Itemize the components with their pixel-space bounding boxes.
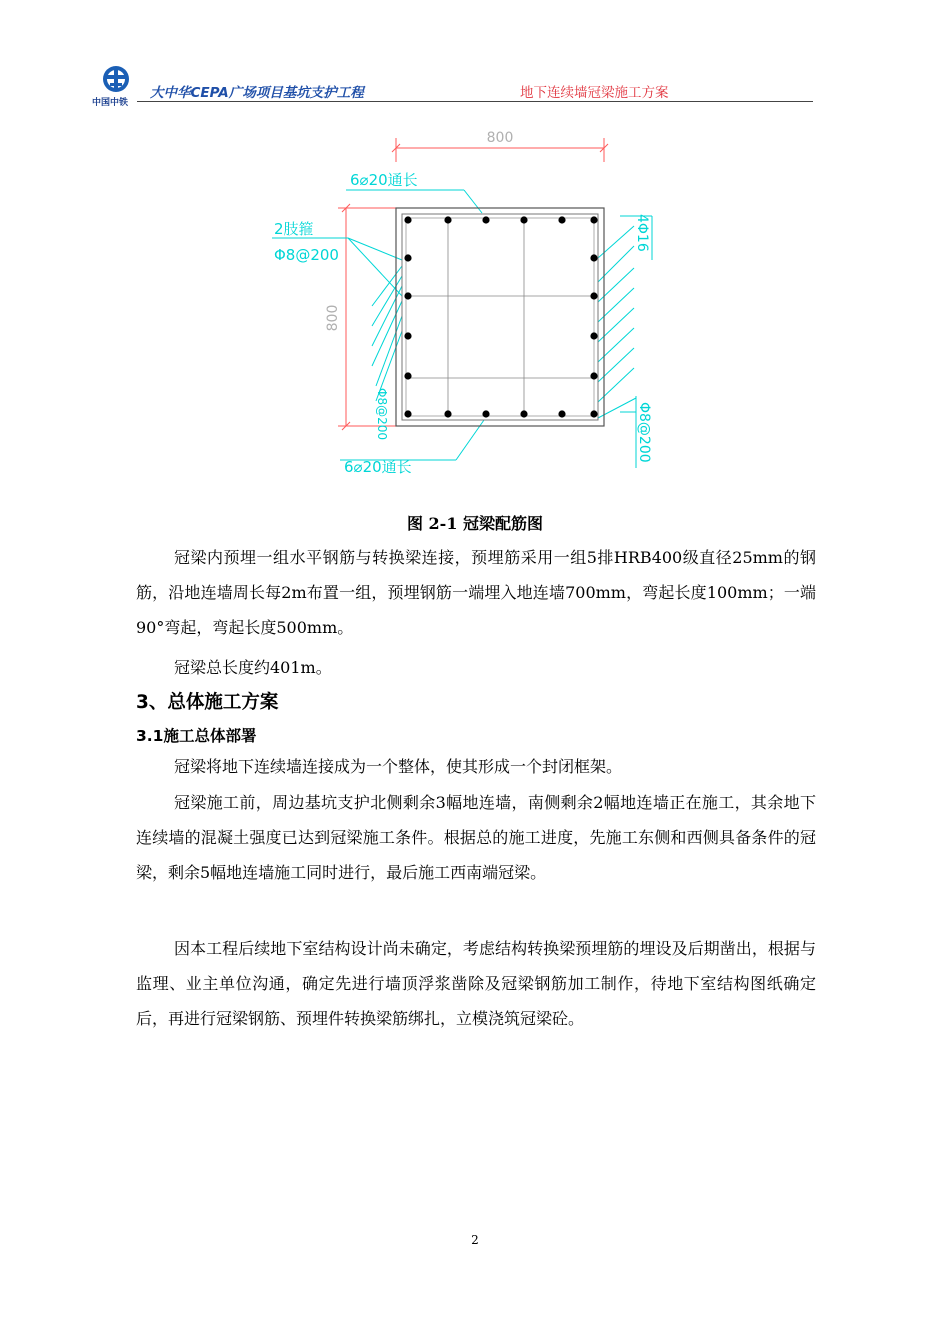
logo-caption: 中国中铁 — [92, 98, 129, 108]
rebar-right-3 — [590, 332, 597, 339]
paragraph-design-pending: 因本工程后续地下室结构设计尚未确定，考虑结构转换梁预埋筋的埋设及后期凿出，根据与监理、业主单位沟通，确定先进行墙顶浮浆凿除及冠梁钢筋加工制作，待地下室结构图纸确定后，再进行冠梁钢筋、预埋件转换梁筋绑扎，立模浇筑冠梁砼。 — [136, 939, 816, 1028]
tie-left-label: Φ8@200 — [375, 388, 389, 440]
rebar-right-1 — [590, 254, 597, 261]
rebar-top-5 — [558, 216, 565, 223]
rebar-bottom-1 — [404, 410, 411, 417]
header-rule — [137, 101, 813, 102]
document-title: 地下连续墙冠梁施工方案 — [520, 85, 669, 101]
figure-caption: 图 2-1 冠梁配筋图 — [406, 514, 544, 533]
rebar-bottom-6 — [590, 410, 597, 417]
rebar-right-2 — [590, 292, 597, 299]
top-bar-label: 6⌀20通长 — [350, 171, 418, 189]
paragraph-beam-length: 冠梁总长度约401m。 — [174, 658, 332, 677]
side-bar-label: 4Φ16 — [634, 214, 650, 252]
rebar-top-3 — [482, 216, 489, 223]
rebar-bottom-3 — [482, 410, 489, 417]
stirrup-legs-label: 2肢箍 — [274, 220, 314, 238]
rebar-right-4 — [590, 372, 597, 379]
rebar-top-2 — [444, 216, 451, 223]
paragraph-construction-sequence: 冠梁施工前，周边基坑支护北侧剩余3幅地连墙，南侧剩余2幅地连墙正在施工，其余地下连续墙的混凝土强度已达到冠梁施工条件。根据总的施工进度，先施工东侧和西侧具备条件的冠梁，剩余5幅地连墙施工同时进行，最后施工西南端冠梁。 — [136, 793, 816, 882]
stirrup-spacing-label: Φ8@200 — [274, 246, 339, 264]
rebar-bottom-4 — [520, 410, 527, 417]
crown-beam-rebar-drawing — [260, 126, 680, 478]
height-dim-text: 800 — [325, 304, 341, 332]
rebar-bottom-5 — [558, 410, 565, 417]
rebar-left-3 — [404, 332, 411, 339]
beam-section — [396, 208, 604, 426]
rebar-bottom-2 — [444, 410, 451, 417]
tie-right-label: Φ8@200 — [636, 402, 652, 463]
rebar-top-1 — [404, 216, 411, 223]
paragraph-embedded-rebar: 冠梁内预埋一组水平钢筋与转换梁连接，预埋筋采用一组5排HRB400级直径25mm的钢筋，沿地连墙周长每2m布置一组，预埋钢筋一端埋入地连墙700mm，弯起长度100mm；一端90°弯起，弯起长度500mm。 — [136, 548, 816, 637]
project-title: 大中华CEPA广场项目基坑支护工程 — [150, 85, 364, 101]
rebar-top-4 — [520, 216, 527, 223]
rebar-dots — [404, 216, 597, 417]
paragraph-closed-frame: 冠梁将地下连续墙连接成为一个整体，使其形成一个封闭框架。 — [174, 757, 623, 776]
rebar-left-1 — [404, 254, 411, 261]
section-heading-3-1: 3.1施工总体部署 — [136, 727, 257, 745]
rebar-left-4 — [404, 372, 411, 379]
section-heading-3: 3、总体施工方案 — [136, 692, 279, 713]
page-header — [92, 64, 816, 108]
page-number: 2 — [471, 1233, 479, 1247]
bottom-bar-label: 6⌀20通长 — [344, 458, 412, 476]
rebar-left-2 — [404, 292, 411, 299]
width-dim-text: 800 — [486, 130, 514, 146]
rebar-top-6 — [590, 216, 597, 223]
